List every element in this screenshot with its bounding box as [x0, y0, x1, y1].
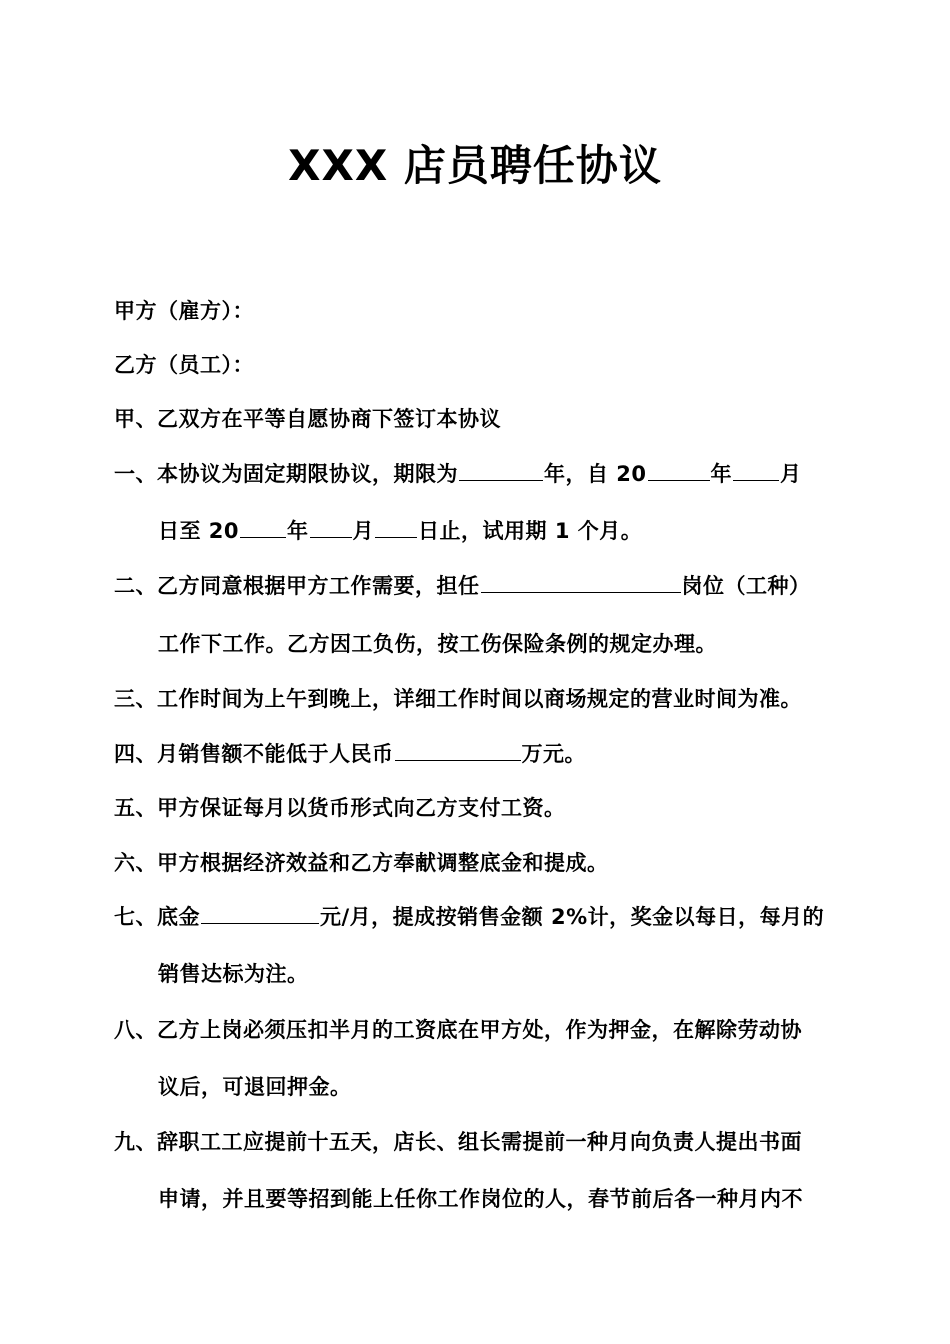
clause-7-text-b: 元/月，提成按销售金额 2%计，奖金以每日，每月的 [320, 905, 825, 929]
clause-1-line-1 [114, 459, 802, 489]
sales-amount-blank[interactable] [395, 740, 521, 761]
clause-9-line-1: 九、辞职工工应提前十五天，店长、组长需提前一种月向负责人提出书面 [114, 1130, 802, 1154]
clause-2-text-a: 二、乙方同意根据甲方工作需要，担任 [114, 574, 480, 598]
clause-1-text-c: 年 [710, 462, 733, 486]
clause-4-line [114, 739, 586, 769]
clause-1-line-2 [158, 516, 642, 546]
clause-1-text-d: 月 [780, 462, 802, 486]
party-a-line: 甲方（雇方）： [114, 299, 254, 323]
clause-2-line-2: 工作下工作。乙方因工负伤，按工伤保险条例的规定办理。 [158, 632, 717, 656]
clause-1-text-h: 日止，试用期 1 个月。 [418, 519, 643, 543]
end-year-blank[interactable] [240, 517, 286, 538]
clause-1-text-f: 年 [287, 519, 309, 543]
clause-3-line: 三、工作时间为上午到晚上，详细工作时间以商场规定的营业时间为准。 [114, 687, 802, 711]
clause-8-line-2: 议后，可退回押金。 [158, 1075, 352, 1099]
clause-1-text-b: 年，自 20 [544, 462, 647, 486]
position-blank[interactable] [481, 572, 681, 593]
end-month-blank[interactable] [310, 517, 352, 538]
clause-2-text-b: 岗位（工种） [681, 574, 811, 598]
clause-4-text-a: 四、月销售额不能低于人民币 [114, 742, 394, 766]
end-day-blank[interactable] [375, 517, 417, 538]
clause-8-line-1: 八、乙方上岗必须压扣半月的工资底在甲方处，作为押金，在解除劳动协 [114, 1018, 802, 1042]
clause-7-text-a: 七、底金 [114, 905, 200, 929]
start-month-blank[interactable] [733, 460, 779, 481]
clause-9-line-2: 申请，并且要等招到能上任你工作岗位的人，春节前后各一种月内不 [158, 1187, 803, 1211]
party-b-line: 乙方（员工）： [114, 353, 254, 377]
clause-1-text-e: 日至 20 [158, 519, 240, 543]
clause-4-text-b: 万元。 [521, 742, 586, 766]
clause-5-line: 五、甲方保证每月以货币形式向乙方支付工资。 [114, 796, 566, 820]
start-year-blank[interactable] [648, 460, 710, 481]
clause-1-text-a: 一、本协议为固定期限协议，期限为 [114, 462, 458, 486]
clause-7-line-1 [114, 902, 824, 932]
term-years-blank[interactable] [459, 460, 543, 481]
clause-7-line-2: 销售达标为注。 [158, 962, 309, 986]
intro-line: 甲、乙双方在平等自愿协商下签订本协议 [114, 407, 501, 431]
base-salary-blank[interactable] [201, 903, 319, 924]
clause-1-text-g: 月 [352, 519, 375, 543]
document-title: XXX 店员聘任协议 [288, 141, 662, 190]
clause-2-line-1 [114, 571, 811, 601]
clause-6-line: 六、甲方根据经济效益和乙方奉献调整底金和提成。 [114, 851, 609, 875]
